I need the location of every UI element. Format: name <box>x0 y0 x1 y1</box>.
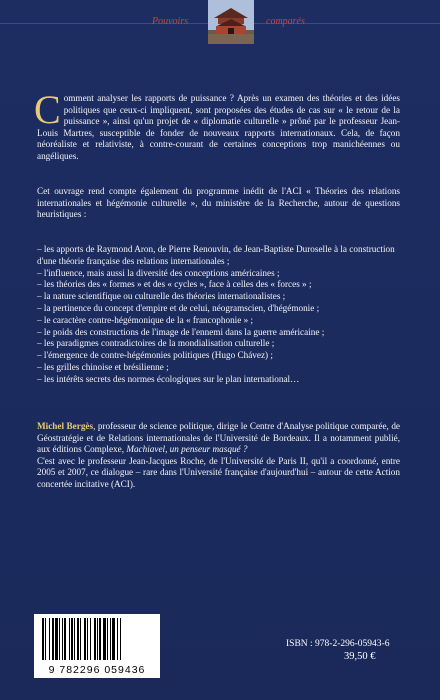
list-item: – les paradigmes contradictoires de la mondialisation culturelle ; <box>37 338 275 349</box>
barcode-digits: 9 782296 059436 <box>48 664 146 676</box>
barcode-bar <box>90 618 91 660</box>
book-title: Machiavel, un penseur masqué ? <box>126 444 248 455</box>
barcode-bar <box>77 618 79 660</box>
list-item: – la pertinence du concept d'empire et de celui, néogramscien, d'hégémonie ; <box>37 302 320 313</box>
barcode-bars-icon <box>40 618 154 664</box>
barcode-bar <box>112 618 115 660</box>
barcode-bar <box>110 618 111 660</box>
author-name: Michel Bergès <box>37 421 94 431</box>
list-item: – le caractère contre-hégémonique de la « francophonie » ; <box>37 314 254 325</box>
barcode-bar <box>99 618 101 660</box>
series-label-right: comparés <box>266 16 305 27</box>
program-paragraph: Cet ouvrage rend compte également du programme inédit de l'ACI « Théories des relations internationales et hégémonie culturelle », du ministère de la Recherche, autour de questions heuristiques : <box>37 186 400 220</box>
barcode-bar <box>69 618 70 660</box>
barcode-bar <box>71 618 73 660</box>
drop-cap: C <box>34 87 61 132</box>
barcode-bar <box>94 618 96 660</box>
list-item: – les apports de Raymond Aron, de Pierre Renouvin, de Jean-Baptiste Duroselle à la construction d'une théorie française des relations internationales ; <box>37 244 395 266</box>
barcode-bar <box>42 618 44 660</box>
list-item: – l'influence, mais aussi la diversité des conceptions américaines ; <box>37 267 280 278</box>
barcode <box>34 614 160 678</box>
barcode-bar <box>45 618 46 660</box>
barcode-bar <box>103 618 106 660</box>
barcode-bar <box>117 618 118 660</box>
list-item: – les théories des « formes » et des « cycles », face à celles des « forces » ; <box>37 279 312 290</box>
intro-text: omment analyser les rapports de puissance ? Après un examen des théories et des idées politiques que ceux-ci impliquent, sont proposées des études de cas sur « le retour de la puissance », ainsi qu'un projet de « diplomatie culturelle » prôné par le professeur Jean-Louis Martres, susceptible de fonder de nouveaux rapports internationaux. Cela, de façon néoréaliste et relativiste, à contre-courant de certaines conceptions trop manichéennes ou angéliques. <box>37 93 400 161</box>
series-header <box>0 0 440 42</box>
barcode-bar <box>74 618 75 660</box>
intro-paragraph <box>34 87 400 163</box>
list-item: – la nature scientifique ou culturelle des théories internationalistes ; <box>37 291 286 302</box>
author-bio <box>37 421 400 491</box>
author-bio-text: , professeur de science politique, dirige le Centre d'Analyse politique comparée, de Géostratégie et de Relations internationales de l'Université de Bordeaux. Il a notamment publié, aux éditions Complexe, <box>37 421 400 455</box>
barcode-bar <box>80 618 81 660</box>
barcode-bar <box>62 618 63 660</box>
author-bio-coordination: C'est avec le professeur Jean-Jacques Roche, de l'Université de Paris II, qu'il a coordonné, entre 2005 et 2007, ce dialogue – rare dans l'Université française d'aujourd'hui – autour de cette Action concertée incitative (ACI). <box>37 455 400 489</box>
questions-list <box>37 244 407 386</box>
barcode-bar <box>55 618 58 660</box>
barcode-bar <box>107 618 108 660</box>
chinese-gate-photo-icon <box>208 0 254 44</box>
barcode-bar <box>64 618 66 660</box>
barcode-bar <box>59 618 60 660</box>
series-label-left: Pouvoirs <box>152 16 189 27</box>
barcode-bar <box>49 618 50 660</box>
barcode-bar <box>52 618 54 660</box>
barcode-bar <box>120 618 121 660</box>
list-item: – le poids des constructions de l'image de l'ennemi dans la guerre américaine ; <box>37 326 325 337</box>
list-item: – les intérêts secrets des normes écologiques sur le plan international… <box>37 373 300 384</box>
barcode-bar <box>97 618 98 660</box>
barcode-bar <box>84 618 86 660</box>
list-item: – les grilles chinoise et brésilienne ; <box>37 361 169 372</box>
barcode-bar <box>87 618 88 660</box>
list-item: – l'émergence de contre-hégémonies politiques (Hugo Chávez) ; <box>37 350 273 361</box>
price: 39,50 € <box>344 651 376 662</box>
isbn: ISBN : 978-2-296-05943-6 <box>286 639 390 649</box>
